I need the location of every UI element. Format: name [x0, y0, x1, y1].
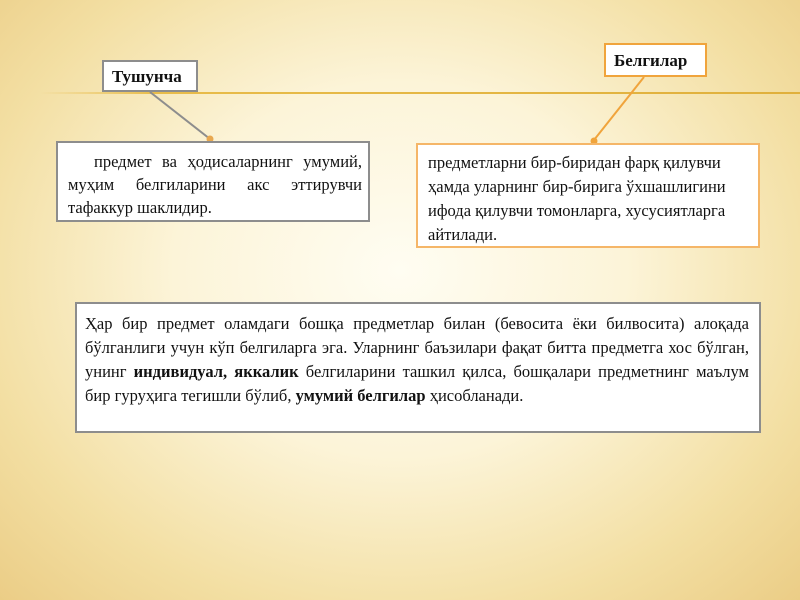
concept-definition-text: предмет ва ҳодисаларнинг умумий, муҳим белгиларини акс эттирувчи тафаккур шаклидир.	[68, 152, 362, 217]
concept-definition-box	[56, 141, 370, 222]
explanation-paragraph	[85, 312, 749, 408]
explanation-paragraph-box	[75, 302, 761, 433]
paragraph-bold-general: умумий белгилар	[295, 386, 426, 405]
concept-connector-line	[150, 92, 210, 139]
features-definition-box	[416, 143, 760, 248]
features-label: Белгилар	[604, 43, 707, 77]
concept-label: Тушунча	[102, 60, 198, 92]
features-definition-text: предметларни бир-биридан фарқ қилувчи ҳамда уларнинг бир-бирига ўхшашлигини ифода қилувчи томонларга, хусусиятларга айтилади.	[428, 153, 726, 244]
header-divider-line	[40, 92, 800, 94]
features-connector-line	[594, 77, 644, 140]
paragraph-text-part1: Ҳар бир предмет оламдаги бошқа предметлар билан (бевосита ёки билвосита) алоқада бўлганлиги учун кўп белгиларга эга. Уларнинг баъзилари фақат битта предметга хос бўлган, унинг	[85, 314, 749, 381]
paragraph-bold-individual: индивидуал, яккалик	[133, 362, 299, 381]
paragraph-text-part3: ҳисобланади.	[425, 386, 524, 405]
paragraph-text-part2: белгиларини ташкил қилса, бошқалари предметнинг маълум бир гуруҳига тегишли бўлиб,	[85, 362, 749, 405]
